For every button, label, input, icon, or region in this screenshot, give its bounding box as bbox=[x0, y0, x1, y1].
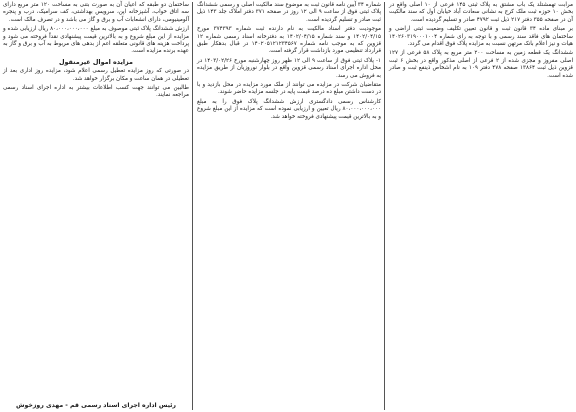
column-divider bbox=[192, 2, 193, 410]
notice-column-right bbox=[386, 0, 576, 412]
notice-paragraph: در صورتی که روز مزایده تعطیل رسمی اعلام شود، مزایده روز اداری بعد از تعطیلی در همان ساعت و مکان برگزار خواهد شد. bbox=[3, 68, 189, 82]
column-divider bbox=[384, 2, 385, 410]
notice-paragraph: ششدانگ یک قطعه زمین به مساحت ۲۰۰ متر مربع به پلاک ۵۸ فرعی از ۱۲۷ اصلی مفروز و مجزی شده از ۲ فرعی از اصلی مذکور واقع در بخش ۶ ثبت قزوین ذیل ثبت ۱۳۸۶۴ صفحه ۴۷۸ دفتر ۱۰۹ به نام اشخاص ذینفع ثبت و صادر شده است. bbox=[389, 50, 573, 79]
notice-paragraph: مرابت تهمشتلد یک باب مشتق به پلاک ثبتی ۱۴۵ فرعی از ۱۰ اصلی واقع در بخش ۱۰ حوزه ثبت ملک کرج به نشانی سعادت آباد خیابان اول که سند مالکیت آن در صفحه ۳۵۵ دفتر ۲۱۷ ذیل ثبت ۴۷۹۲ صادر و تسلیم گردیده است. bbox=[389, 2, 573, 23]
notice-paragraph: ساختمان دو طبقه که اعیان آن به صورت بتنی به مساحت ۱۲۰ متر مربع دارای سه اتاق خواب، آشپزخانه اپن، سرویس بهداشتی، کف سرامیک، درب و پنجره آلومینیومی، دارای انشعابات آب و برق و گاز می باشد و در تصرف مالک است. bbox=[3, 2, 189, 23]
notice-paragraph: کارشناس رسمی دادگستری ارزش ششدانگ پلاک فوق را به مبلغ ۸۰،۰۰۰،۰۰۰،۰۰۰ ریال تعیین و ارزیابی نموده است که مزایده از این مبلغ شروع و به بالاترین قیمت پیشنهادی فروخته خواهد شد. bbox=[197, 98, 381, 120]
notice-paragraph: ارزش ششدانگ پلاک ثبتی موصوف به مبلغ ۸۰،۰۰۰،۰۰۰،۰۰۰ ریال ارزیابی شده و مزایده از این مبلغ شروع و به بالاترین قیمت پیشنهادی نقداً فروخته می شود و پرداخت هزینه های قانونی متعلقه اعم از بدهی های مربوط به آب و برق و گاز به عهده برنده مزایده است. bbox=[3, 26, 189, 55]
notice-paragraph: بر مبنای ماده ۳۴ قانون ثبت و قانون تعیین تکلیف وضعیت ثبتی اراضی و ساختمان های فاقد سند رسمی و با توجه به رای شماره ۱۴۰۲۶۰۳۱۹۰۰۰۱۰۰۴ هیات و نیز اعلام بانک مرتهن نسبت به مزایده پلاک فوق اقدام می گردد. bbox=[389, 26, 573, 48]
section-heading: مزایده اموال غیرمنقول bbox=[59, 57, 133, 66]
notice-paragraph: شماره ۳۴ آیین نامه قانون ثبت به موضوع سند مالکیت اصلی و رسمی ششدانگ پلاک ثبتی فوق از ساعت ۹ الی ۱۲ روز در صفحه ۳۷۱ دفتر املاک جلد ۱۴۳ ذیل ثبت صادر و تسلیم گردیده است. bbox=[197, 2, 382, 23]
notice-paragraph: موجودیت دفتر اسناد مالکیت به نام دارنده ثبت شماره ۳۷۴۳۹۳ مورخ ۱۴۰۲/۰۴/۱۵ و سند شماره ۱۴۰۲/۰۴/۱۵ به دفترخانه اسناد رسمی شماره ۱۲ قزوین که به موجب نامه شماره ۱۴۰۲۰۵۱۲۱۲۳۴۵۶۷ در قبال بدهکار طبق قرارداد تنظیمی مورد بازداشت قرار گرفته است. bbox=[197, 26, 381, 55]
notice-paragraph: ۱- پلاک ثبتی فوق از ساعت ۹ الی ۱۲ ظهر روز چهارشنبه مورخ ۱۴۰۳/۰۲/۲۶ در محل اداره اجرای اسناد رسمی قزوین واقع در بلوار نوروزیان از طریق مزایده به فروش می رسد. bbox=[197, 57, 381, 79]
signature-line: رئیس اداره اجرای اسناد رسمی قم - مهدی روزخوش bbox=[6, 402, 186, 410]
notice-paragraph: متقاضیان شرکت در مزایده می توانند از ملک مورد مزایده در محل بازدید و با در دست داشتن مبلغ ده درصد قیمت پایه در جلسه مزایده حاضر شوند. bbox=[197, 82, 381, 96]
notice-column-middle bbox=[194, 0, 384, 412]
notice-paragraph: طالبین می توانند جهت کسب اطلاعات بیشتر به اداره اجرای اسناد رسمی مراجعه نمایند. bbox=[3, 85, 189, 99]
notice-column-left bbox=[0, 0, 192, 412]
